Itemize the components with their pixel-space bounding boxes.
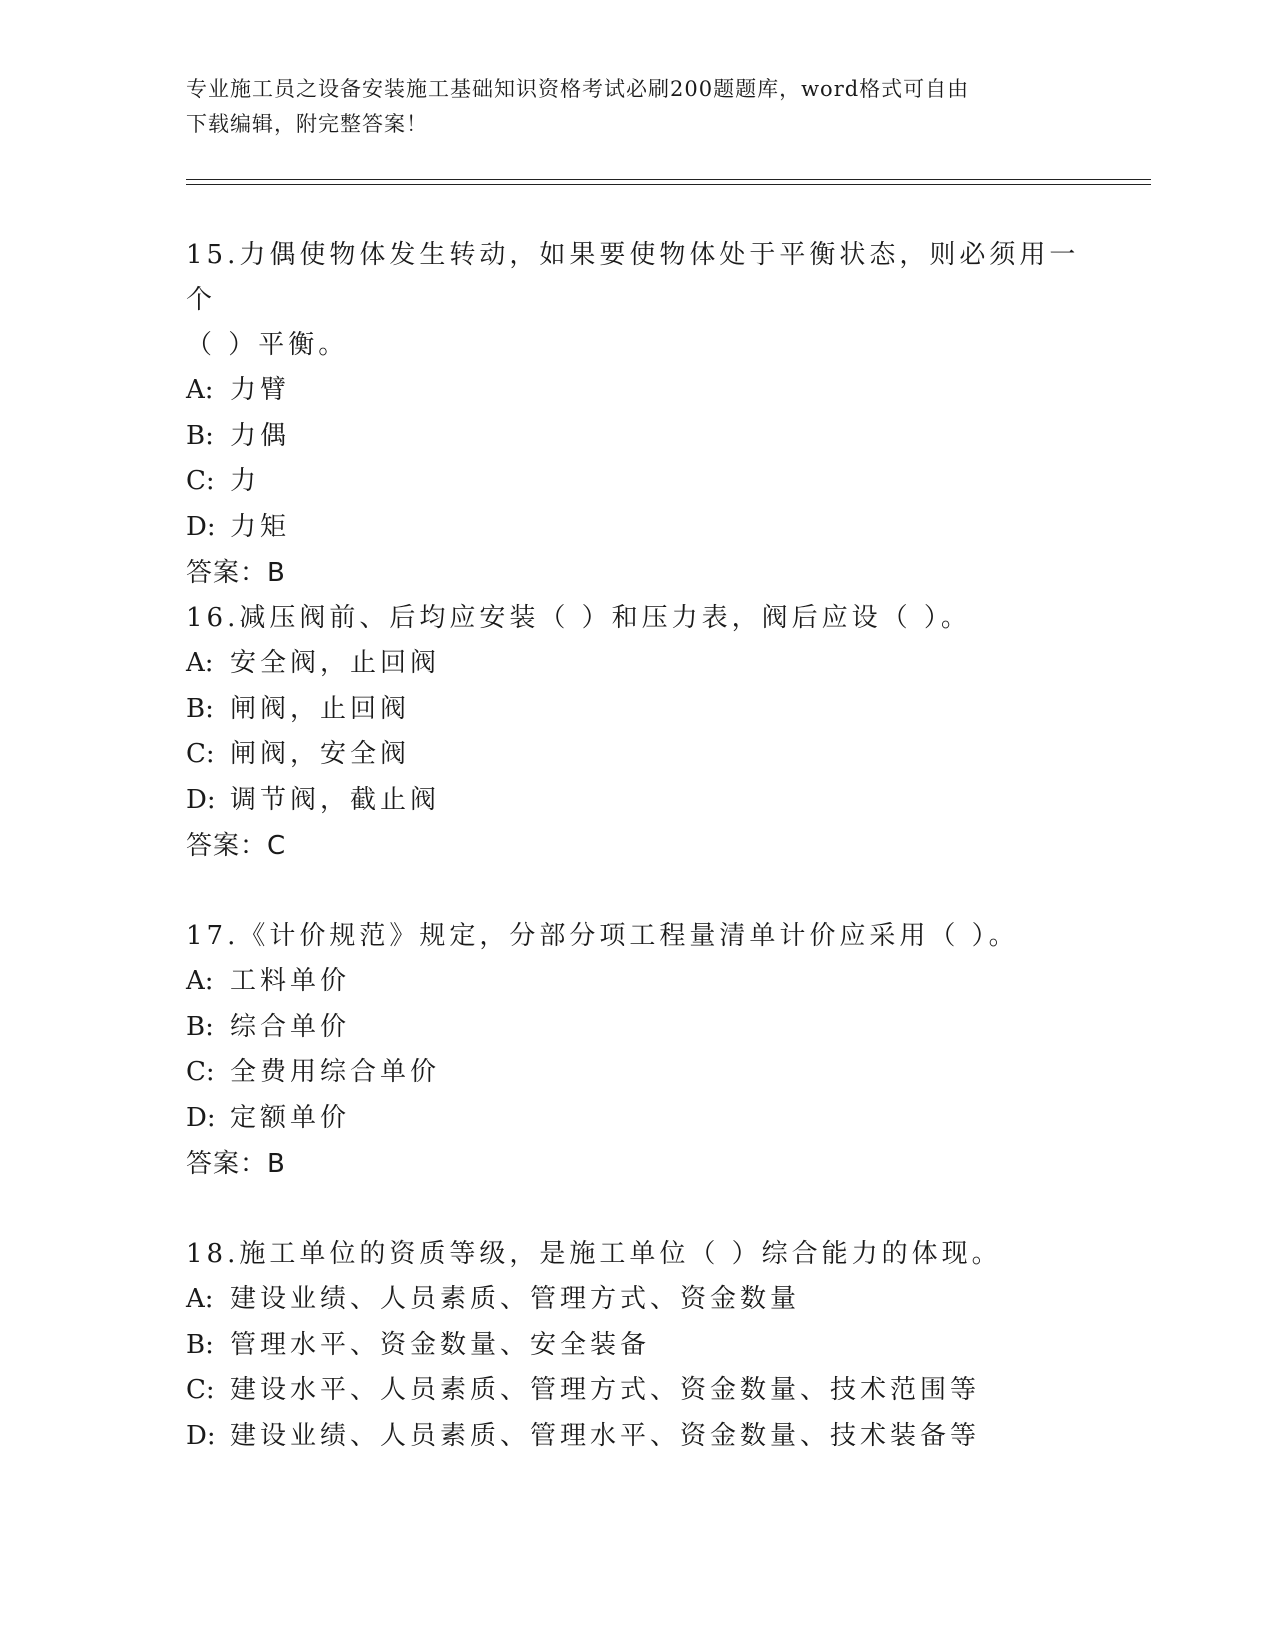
option-letter: D: [186, 1420, 216, 1451]
option-c [186, 1368, 1086, 1414]
option-letter: A: [186, 375, 214, 405]
option-a [186, 368, 1086, 414]
option-c [186, 732, 1086, 778]
option-d [186, 505, 1086, 551]
option-letter: C: [186, 1375, 215, 1405]
option-b [186, 414, 1086, 460]
option-a [186, 959, 1086, 1005]
question-stem: 16.减压阀前、后均应安装（ ）和压力表，阀后应设（ ）。 [186, 603, 971, 633]
question-stem: 18.施工单位的资质等级，是施工单位（ ）综合能力的体现。 [186, 1239, 1002, 1269]
option-text: 全费用综合单价 [230, 1057, 441, 1087]
option-text: 定额单价 [230, 1102, 351, 1133]
answer-label: 答案：B [186, 1149, 286, 1179]
option-letter: D: [186, 1102, 216, 1133]
question-stem: 17.《计价规范》规定，分部分项工程量清单计价应采用（ ）。 [186, 921, 1019, 951]
option-text: 建设水平、人员素质、管理方式、资金数量、技术范围等 [230, 1375, 981, 1405]
option-letter: C: [186, 1057, 215, 1087]
option-text: 力 [230, 466, 261, 496]
option-letter: B: [186, 420, 214, 451]
header-divider-top [186, 179, 1151, 180]
answer-label: 答案：C [186, 831, 287, 861]
question-17 [186, 914, 1086, 1187]
header-line-2: 下载编辑，附完整答案！ [186, 112, 428, 136]
option-letter: C: [186, 466, 215, 496]
option-letter: A: [186, 648, 214, 678]
option-text: 建设业绩、人员素质、管理方式、资金数量 [230, 1284, 801, 1314]
option-text: 综合单价 [230, 1011, 351, 1042]
question-stem: 15.力偶使物体发生转动，如果要使物体处于平衡状态，则必须用一个 [186, 240, 1080, 315]
question-16 [186, 596, 1086, 869]
option-d [186, 1414, 1086, 1460]
option-text: 工料单价 [230, 966, 351, 996]
option-text: 力偶 [230, 420, 291, 451]
option-c [186, 1050, 1086, 1096]
header-divider-bottom [186, 184, 1151, 185]
option-text: 力矩 [230, 511, 291, 542]
option-c [186, 459, 1086, 505]
option-d [186, 1096, 1086, 1142]
option-letter: B: [186, 693, 214, 724]
option-letter: D: [186, 784, 216, 815]
option-text: 闸阀，止回阀 [230, 693, 411, 724]
option-d [186, 778, 1086, 824]
option-letter: B: [186, 1329, 214, 1360]
question-18 [186, 1232, 1086, 1459]
option-a [186, 641, 1086, 687]
option-letter: A: [186, 1284, 214, 1314]
option-b [186, 687, 1086, 733]
option-text: 调节阀，截止阀 [230, 784, 441, 815]
option-b [186, 1005, 1086, 1051]
option-text: 管理水平、资金数量、安全装备 [230, 1329, 651, 1360]
question-15 [186, 233, 1086, 596]
option-b [186, 1323, 1086, 1369]
option-letter: C: [186, 739, 215, 769]
option-letter: B: [186, 1011, 214, 1042]
option-a [186, 1277, 1086, 1323]
option-letter: A: [186, 966, 214, 996]
option-text: 力臂 [230, 375, 291, 405]
option-text: 安全阀，止回阀 [230, 648, 441, 678]
option-letter: D: [186, 511, 216, 542]
option-text: 闸阀，安全阀 [230, 739, 411, 769]
question-stem-continued: （ ）平衡。 [186, 330, 349, 360]
document-header [186, 72, 1066, 142]
option-text: 建设业绩、人员素质、管理水平、资金数量、技术装备等 [230, 1420, 981, 1451]
header-line-1: 专业施工员之设备安装施工基础知识资格考试必刷200题题库，word格式可自由 [186, 77, 970, 101]
answer-label: 答案：B [186, 558, 286, 588]
